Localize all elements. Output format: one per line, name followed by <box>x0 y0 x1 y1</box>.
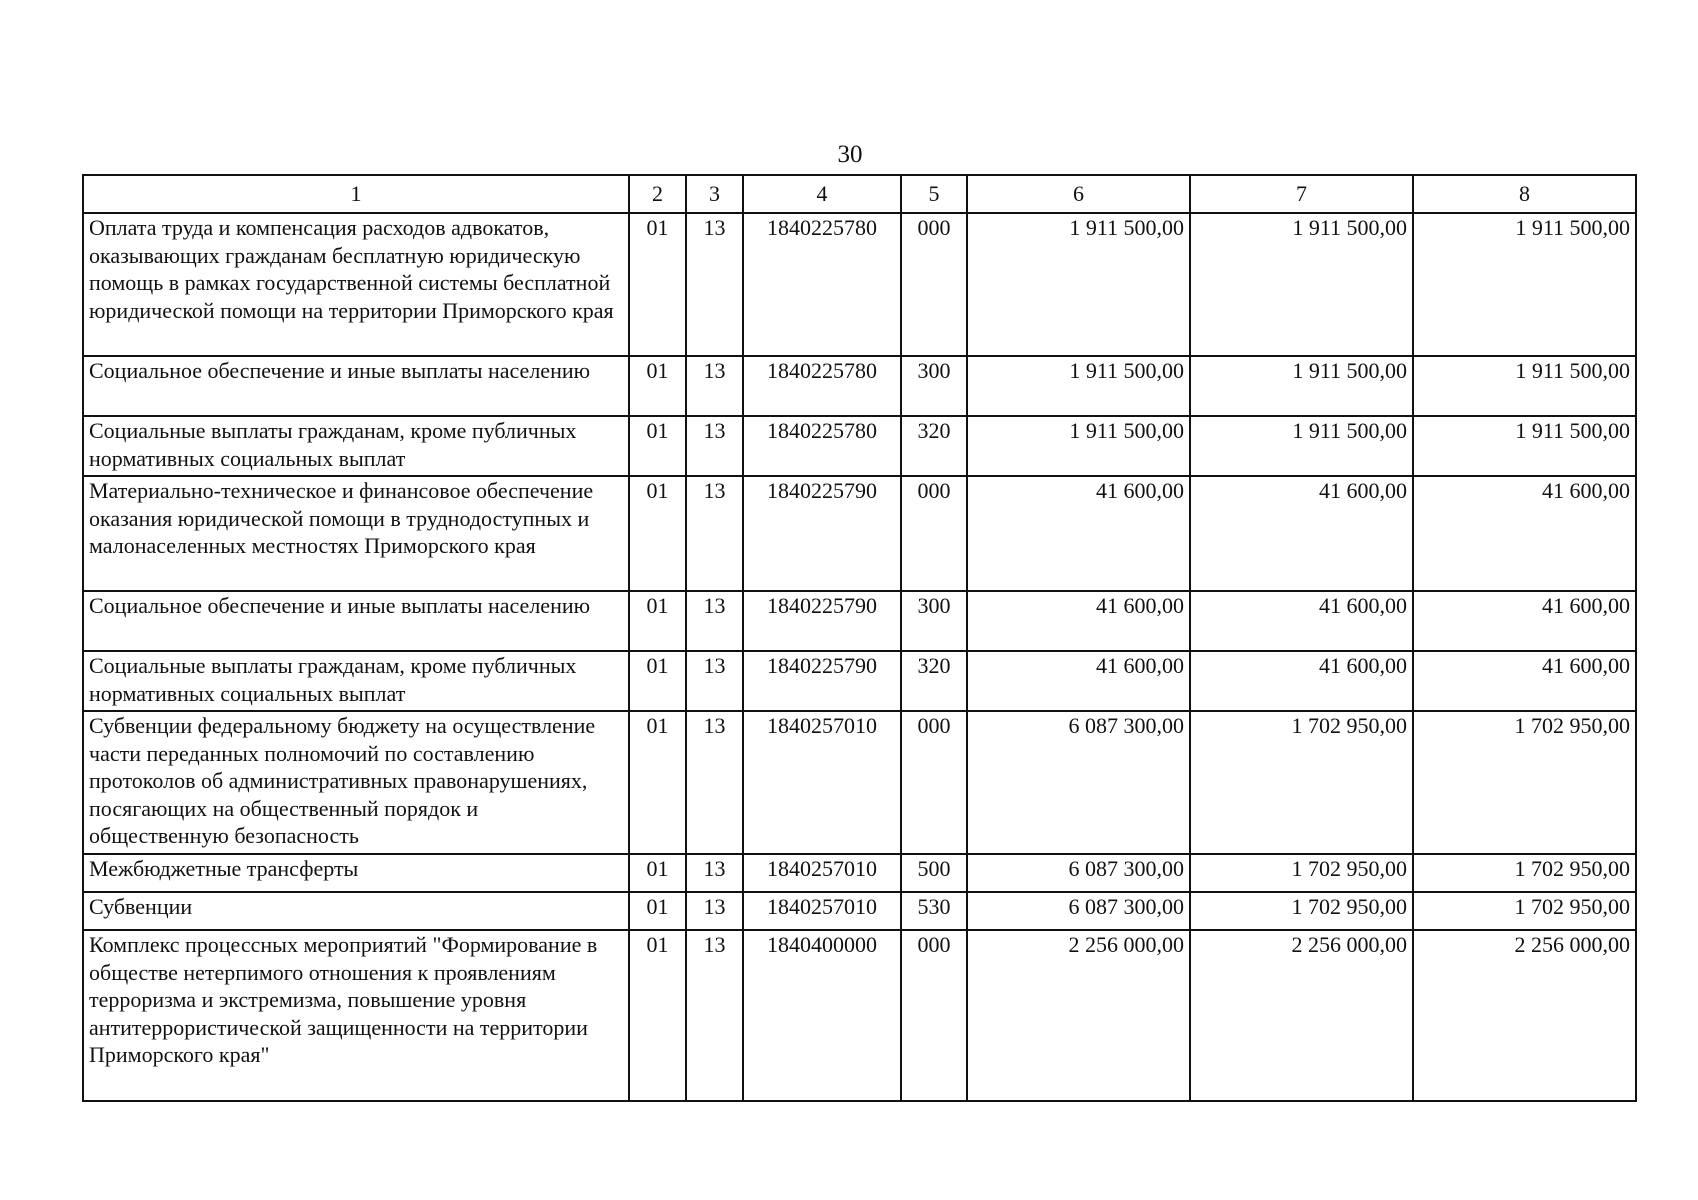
section-code: 01 <box>629 356 686 416</box>
target-article-code: 1840400000 <box>743 930 901 1101</box>
amount-col-6: 1 911 500,00 <box>967 416 1190 476</box>
amount-col-6: 6 087 300,00 <box>967 892 1190 930</box>
target-article-code: 1840225790 <box>743 591 901 651</box>
amount-col-8: 1 911 500,00 <box>1413 416 1636 476</box>
amount-col-8: 41 600,00 <box>1413 476 1636 591</box>
subsection-code: 13 <box>686 356 743 416</box>
amount-col-6: 2 256 000,00 <box>967 930 1190 1101</box>
row-description: Социальные выплаты гражданам, кроме публичных нормативных социальных выплат <box>83 416 629 476</box>
amount-col-7: 1 911 500,00 <box>1190 416 1413 476</box>
table-row <box>83 930 1636 1101</box>
target-article-code: 1840225780 <box>743 213 901 356</box>
target-article-code: 1840225780 <box>743 356 901 416</box>
target-article-code: 1840225790 <box>743 476 901 591</box>
expense-type-code: 300 <box>901 356 967 416</box>
amount-col-8: 1 911 500,00 <box>1413 356 1636 416</box>
table-row <box>83 416 1636 476</box>
table-row <box>83 651 1636 711</box>
amount-col-8: 1 702 950,00 <box>1413 892 1636 930</box>
amount-col-7: 1 911 500,00 <box>1190 356 1413 416</box>
amount-col-8: 1 702 950,00 <box>1413 854 1636 892</box>
target-article-code: 1840225780 <box>743 416 901 476</box>
column-header-3: 3 <box>686 175 743 213</box>
subsection-code: 13 <box>686 930 743 1101</box>
amount-col-8: 41 600,00 <box>1413 591 1636 651</box>
section-code: 01 <box>629 711 686 854</box>
column-header-8: 8 <box>1413 175 1636 213</box>
target-article-code: 1840257010 <box>743 892 901 930</box>
amount-col-7: 41 600,00 <box>1190 591 1413 651</box>
row-description: Социальные выплаты гражданам, кроме публичных нормативных социальных выплат <box>83 651 629 711</box>
expense-type-code: 500 <box>901 854 967 892</box>
amount-col-6: 1 911 500,00 <box>967 213 1190 356</box>
section-code: 01 <box>629 892 686 930</box>
column-header-7: 7 <box>1190 175 1413 213</box>
amount-col-6: 41 600,00 <box>967 591 1190 651</box>
amount-col-8: 1 702 950,00 <box>1413 711 1636 854</box>
row-description: Субвенции <box>83 892 629 930</box>
subsection-code: 13 <box>686 476 743 591</box>
target-article-code: 1840257010 <box>743 711 901 854</box>
amount-col-7: 1 702 950,00 <box>1190 892 1413 930</box>
subsection-code: 13 <box>686 213 743 356</box>
target-article-code: 1840225790 <box>743 651 901 711</box>
table-row <box>83 854 1636 892</box>
table-row <box>83 213 1636 356</box>
table-row <box>83 711 1636 854</box>
column-header-1: 1 <box>83 175 629 213</box>
section-code: 01 <box>629 213 686 356</box>
table-row <box>83 591 1636 651</box>
expense-type-code: 000 <box>901 930 967 1101</box>
amount-col-8: 41 600,00 <box>1413 651 1636 711</box>
row-description: Социальное обеспечение и иные выплаты населению <box>83 356 629 416</box>
subsection-code: 13 <box>686 591 743 651</box>
expense-type-code: 320 <box>901 651 967 711</box>
amount-col-7: 41 600,00 <box>1190 651 1413 711</box>
section-code: 01 <box>629 416 686 476</box>
subsection-code: 13 <box>686 416 743 476</box>
header-row <box>83 175 1636 213</box>
amount-col-8: 2 256 000,00 <box>1413 930 1636 1101</box>
budget-table <box>82 174 1637 1102</box>
row-description: Субвенции федеральному бюджету на осуществление части переданных полномочий по составлению протоколов об административных правонарушениях, посягающих на общественный порядок и общественную безопасность <box>83 711 629 854</box>
column-header-4: 4 <box>743 175 901 213</box>
table-row <box>83 476 1636 591</box>
amount-col-6: 41 600,00 <box>967 651 1190 711</box>
amount-col-6: 6 087 300,00 <box>967 711 1190 854</box>
target-article-code: 1840257010 <box>743 854 901 892</box>
section-code: 01 <box>629 930 686 1101</box>
row-description: Межбюджетные трансферты <box>83 854 629 892</box>
amount-col-6: 41 600,00 <box>967 476 1190 591</box>
amount-col-7: 2 256 000,00 <box>1190 930 1413 1101</box>
column-header-2: 2 <box>629 175 686 213</box>
amount-col-7: 1 702 950,00 <box>1190 854 1413 892</box>
expense-type-code: 000 <box>901 213 967 356</box>
expense-type-code: 530 <box>901 892 967 930</box>
section-code: 01 <box>629 854 686 892</box>
row-description: Оплата труда и компенсация расходов адвокатов, оказывающих гражданам бесплатную юридическую помощь в рамках государственной системы бесплатной юридической помощи на территории Приморского края <box>83 213 629 356</box>
expense-type-code: 000 <box>901 476 967 591</box>
subsection-code: 13 <box>686 711 743 854</box>
section-code: 01 <box>629 591 686 651</box>
expense-type-code: 000 <box>901 711 967 854</box>
page-number: 30 <box>837 141 863 168</box>
row-description: Материально-техническое и финансовое обеспечение оказания юридической помощи в труднодоступных и малонаселенных местностях Приморского края <box>83 476 629 591</box>
amount-col-7: 1 702 950,00 <box>1190 711 1413 854</box>
row-description: Комплекс процессных мероприятий "Формирование в обществе нетерпимого отношения к проявлениям терроризма и экстремизма, повышение уровня антитеррористической защищенности на территории Приморского края" <box>83 930 629 1101</box>
expense-type-code: 300 <box>901 591 967 651</box>
column-header-6: 6 <box>967 175 1190 213</box>
table-row <box>83 356 1636 416</box>
amount-col-7: 41 600,00 <box>1190 476 1413 591</box>
subsection-code: 13 <box>686 651 743 711</box>
section-code: 01 <box>629 476 686 591</box>
expense-type-code: 320 <box>901 416 967 476</box>
section-code: 01 <box>629 651 686 711</box>
table-row <box>83 892 1636 930</box>
subsection-code: 13 <box>686 854 743 892</box>
amount-col-6: 6 087 300,00 <box>967 854 1190 892</box>
amount-col-7: 1 911 500,00 <box>1190 213 1413 356</box>
subsection-code: 13 <box>686 892 743 930</box>
amount-col-8: 1 911 500,00 <box>1413 213 1636 356</box>
row-description: Социальное обеспечение и иные выплаты населению <box>83 591 629 651</box>
column-header-5: 5 <box>901 175 967 213</box>
amount-col-6: 1 911 500,00 <box>967 356 1190 416</box>
